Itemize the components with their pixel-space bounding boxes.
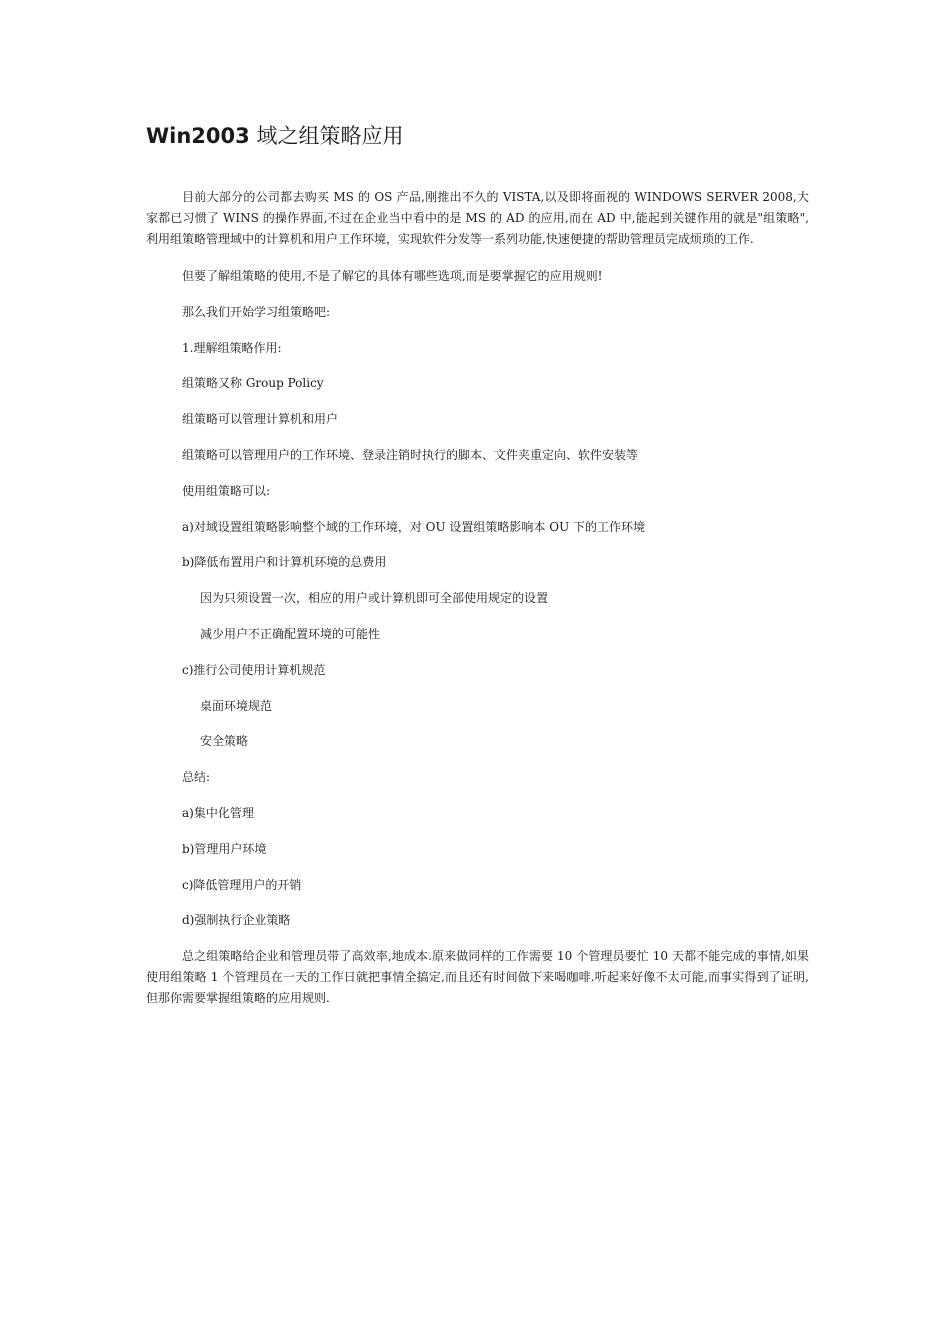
text-line: 组策略又称 Group Policy (182, 376, 324, 391)
sub-list-item: 安全策略 (200, 734, 249, 749)
conclusion-paragraph: 总之组策略给企业和管理员带了高效率,地成本.原来做同样的工作需要 10 个管理员要忙 10 天都不能完成的事情,如果使用组策略 1 个管理员在一天的工作日就把事情全搞定,而且还有时间做下来喝咖啡.听起来好像不太可能,而事实得到了证明,但那你需要掌握组策略的应用规则. (146, 949, 809, 1006)
sub-list-item: 桌面环境规范 (200, 698, 273, 713)
text-line: 但要了解组策略的使用,不是了解它的具体有哪些选项,而是要掌握它的应用规则! (182, 269, 603, 283)
document-body (146, 187, 809, 1025)
document-title (146, 120, 403, 152)
section-heading: 1.理解组策略作用: (182, 340, 282, 355)
list-item: b)降低布置用户和计算机环境的总费用 (182, 555, 387, 570)
list-item: c)推行公司使用计算机规范 (182, 662, 326, 677)
intro-paragraph: 目前大部分的公司都去购买 MS 的 OS 产品,刚推出不久的 VISTA,以及即将面视的 WINDOWS SERVER 2008,大家都已习惯了 WINS 的操作界面,不过在企业当中看中的是 MS 的 AD 的应用,而在 AD 中,能起到关键作用的就是"组策略",利用组策略管理域中的计算机和用户工作环境，实现软件分发等一系列功能,快速便捷的帮助管理员完成烦琐的工作. (146, 190, 809, 246)
list-item: a)集中化管理 (182, 805, 254, 820)
sub-list-item: 减少用户不正确配置环境的可能性 (200, 626, 381, 641)
text-line: 组策略可以管理用户的工作环境、登录注销时执行的脚本、文件夹重定向、软件安装等 (182, 447, 639, 462)
sub-list-item: 因为只须设置一次，相应的用户或计算机即可全部使用规定的设置 (200, 591, 549, 606)
text-line: 组策略可以管理计算机和用户 (182, 412, 339, 427)
text-line: 使用组策略可以: (182, 483, 271, 498)
text-line: 那么我们开始学习组策略吧: (182, 304, 331, 319)
list-item: c)降低管理用户的开销 (182, 877, 302, 892)
title-latin: Win2003 (146, 124, 250, 148)
list-item: b)管理用户环境 (182, 841, 267, 856)
title-rest: 域之组策略应用 (249, 124, 404, 148)
list-item: a)对域设置组策略影响整个域的工作环境，对 OU 设置组策略影响本 OU 下的工作环境 (182, 519, 645, 534)
list-item: d)强制执行企业策略 (182, 913, 291, 928)
summary-heading: 总结: (182, 770, 211, 785)
